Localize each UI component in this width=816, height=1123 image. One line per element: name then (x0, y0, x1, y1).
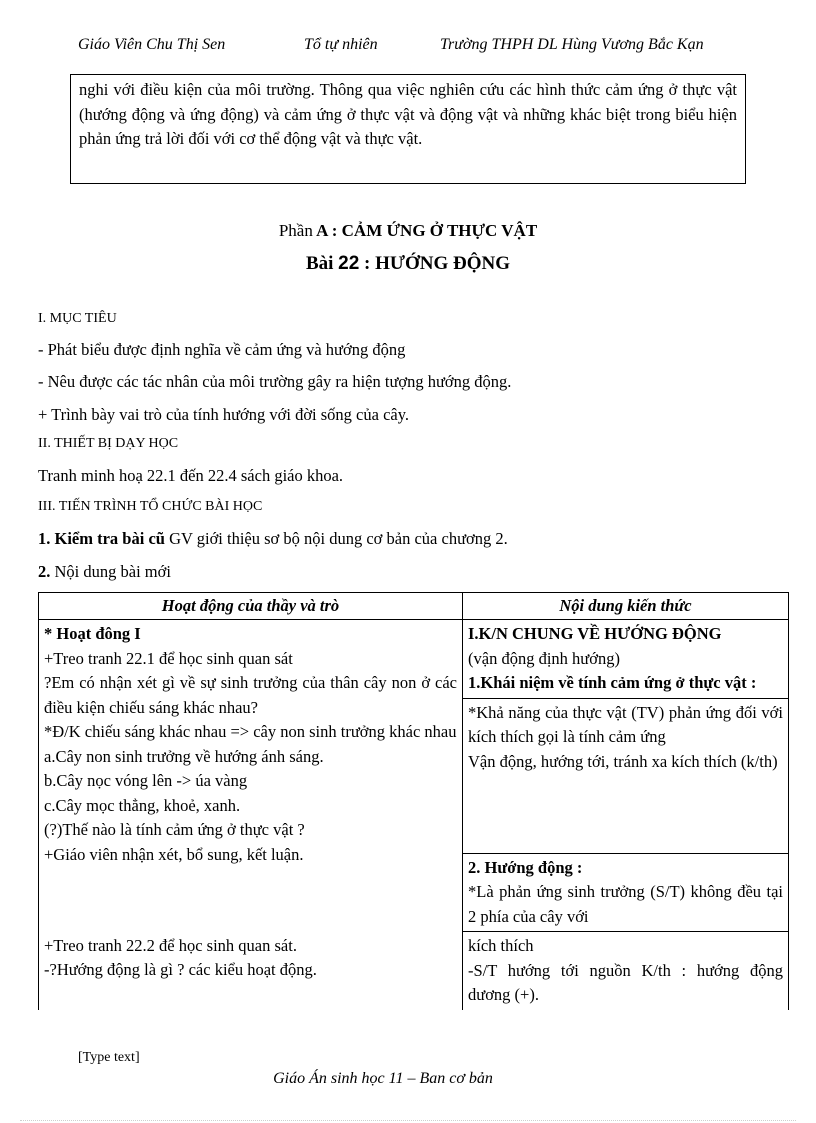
lesson-title-word: Bài (305, 253, 334, 274)
objective-line-2: - Nêu được các tác nhân của môi trường gây ra hiện tượng hướng động. (38, 372, 512, 391)
page-edge-divider (20, 1120, 796, 1121)
knowledge-line: *Khả năng của thực vật (TV) phản ứng đối với kích thích gọi là tính cảm ứng (468, 702, 783, 746)
process-line-1-rest: GV giới thiệu sơ bộ nội dung cơ bản của chương 2. (164, 529, 508, 548)
process-line-2-bold: 2. (38, 562, 51, 581)
part-title (0, 221, 816, 241)
knowledge-line: Vận động, hướng tới, tránh xa kích thích (k/th) (468, 751, 778, 771)
footer-subtitle: Giáo Án sinh học 11 – Ban cơ bản (273, 1070, 493, 1087)
knowledge-line: *Là phản ứng sinh trưởng (S/T) không đều tại 2 phía của cây với (468, 882, 783, 926)
col-header-activities: Hoạt động của thầy và trò (39, 593, 463, 620)
process-line-2 (38, 562, 171, 582)
lesson-table (38, 592, 789, 1010)
activity-title: * Hoạt đông I (44, 624, 141, 643)
knowledge-item: 1.Khái niệm về tính cảm ứng ở thực vật : (468, 673, 757, 692)
lesson-title (0, 253, 816, 275)
activity-line: -?Hướng động là gì ? các kiểu hoạt động. (44, 960, 317, 979)
footer-placeholder: [Type text] (78, 1050, 140, 1065)
activity-line: ?Em có nhận xét gì về sự sinh trưởng của thân cây non ở các điều kiện chiếu sáng khác nhau? (44, 673, 457, 717)
knowledge-cell-1 (463, 620, 789, 699)
activity-cell-1 (39, 620, 463, 904)
knowledge-line: kích thích (468, 936, 534, 955)
activity-line: (?)Thế nào là tính cảm ứng ở thực vật ? (44, 820, 305, 839)
process-line-1 (38, 529, 508, 549)
process-line-1-bold: 1. Kiểm tra bài cũ (38, 529, 165, 548)
header-school: Trường THPH DL Hùng Vương Bắc Kạn (440, 36, 704, 53)
activity-line: a.Cây non sinh trưởng về hướng ánh sáng. (44, 746, 324, 766)
activity-line: b.Cây nọc vóng lên -> úa vàng (44, 771, 248, 790)
lesson-title-number: 22 (338, 253, 360, 274)
activity-line: *Đ/K chiếu sáng khác nhau => cây non sinh trưởng khác nhau (44, 722, 457, 741)
page-header (78, 36, 778, 56)
activity-cell-2 (39, 932, 463, 1010)
section-equipment-heading: II. THIẾT BỊ DẠY HỌC (38, 436, 179, 451)
knowledge-cell-3 (463, 853, 789, 932)
header-group: Tổ tự nhiên (304, 36, 378, 53)
section-objectives-heading: I. MỤC TIÊU (38, 311, 117, 326)
lesson-title-text: : HƯỚNG ĐỘNG (364, 253, 511, 274)
objective-line-1: - Phát biểu được định nghĩa về cảm ứng và hướng động (38, 340, 406, 359)
section-process-heading: III. TIẾN TRÌNH TỔ CHỨC BÀI HỌC (38, 499, 263, 514)
intro-box: nghi với điều kiện của môi trường. Thông qua việc nghiên cứu các hình thức cảm ứng ở thực vật (hướng động và ứng động) và cảm ứng ở thực vật và động vật và những khác biệt trong biểu hiện phản ứng trả lời đối với cơ thể động vật và thực vật. (70, 74, 746, 184)
part-title-prefix: Phần (278, 221, 313, 240)
col-header-knowledge: Nội dung kiến thức (463, 593, 789, 620)
knowledge-heading-2: 2. Hướng động : (468, 857, 583, 877)
activity-line: +Treo tranh 22.1 để học sinh quan sát (44, 648, 293, 668)
knowledge-cell-2 (463, 698, 789, 853)
knowledge-cell-4 (463, 932, 789, 1010)
part-title-text: A : CẢM ỨNG Ở THỰC VẬT (316, 221, 538, 240)
knowledge-subheading: (vận động định hướng) (468, 648, 620, 668)
knowledge-line: -S/T hướng tới nguồn K/th : hướng động dương (+). (468, 960, 783, 1004)
equipment-line: Tranh minh hoạ 22.1 đến 22.4 sách giáo khoa. (38, 466, 344, 485)
activity-line: +Treo tranh 22.2 để học sinh quan sát. (44, 935, 297, 955)
process-line-2-rest: Nội dung bài mới (50, 562, 171, 581)
activity-spacer (39, 904, 463, 932)
knowledge-heading: I.K/N CHUNG VỀ HƯỚNG ĐỘNG (468, 624, 722, 643)
activity-line: c.Cây mọc thẳng, khoẻ, xanh. (44, 795, 241, 815)
objective-line-3: + Trình bày vai trò của tính hướng với đời sống của cây. (38, 405, 410, 424)
header-teacher: Giáo Viên Chu Thị Sen (78, 36, 226, 53)
activity-line: +Giáo viên nhận xét, bổ sung, kết luận. (44, 844, 304, 864)
